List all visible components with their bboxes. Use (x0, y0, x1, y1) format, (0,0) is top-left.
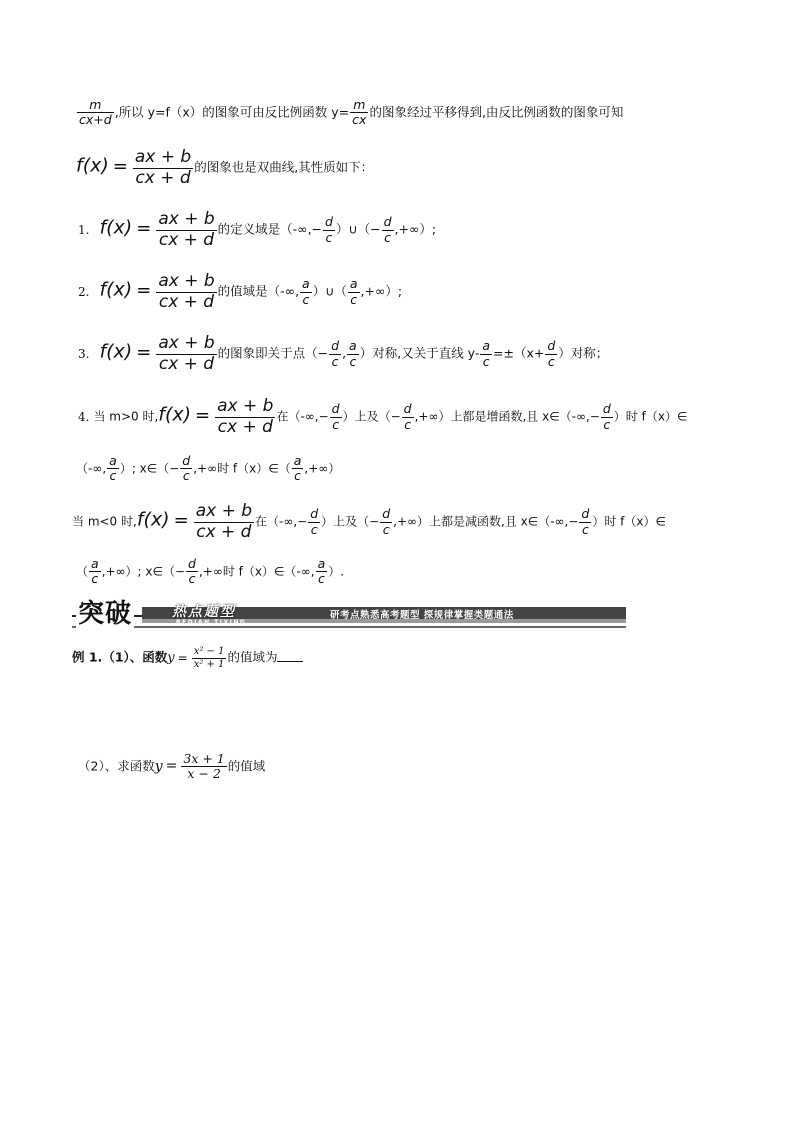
property-1: 1. f(x) = $\frac{ax + b}{cx + d}$ 的定义域是（-∞,− $\frac{d}{c}$ ）∪（− $\frac{d}{c}$ ,+∞）; (78, 209, 437, 250)
example-1-part-2: （2）、求函数y = $\frac{3x + 1}{x - 2}$ 的值域 (78, 751, 266, 782)
section-banner (72, 601, 626, 629)
banner-slogan: 研考点熟悉高考题型 探规律掌握类题通法 (330, 610, 514, 621)
banner-pinyin: REDIAN TIXING (176, 619, 247, 626)
intro-line-2: f(x) = $\frac{ax + b}{cx + d}$ 的图象也是双曲线,其性质如下： (76, 147, 374, 188)
intro-line-1: $\frac{m}{cx+d}$ ,所以 y=f（x）的图象可由反比例函数 y= $\frac{m}{cx}$ 的图象经过平移得到,由反比例函数的图象可知 (79, 97, 624, 128)
property-4-line-2: （-∞, $\frac{a}{c}$ ）; x∈（− $\frac{d}{c}$ ,+∞时 f（x）∈（ $\frac{a}{c}$ ,+∞） (76, 453, 341, 484)
example-1-part-1: 例 1.（1）、函数y = $\frac{\text{x² − 1}}{\text{x² + 1}}$ 的值域为 (72, 646, 303, 670)
property-4b-line-1: 当 m<0 时,f(x) = $\frac{ax + b}{cx + d}$ 在（-∞,− $\frac{d}{c}$ ）上及（− $\frac{d}{c}$ ,+∞）上都是减函数,且 x∈（-∞,− $\frac{d}{c}$ ）时 f（x）∈ (72, 501, 666, 542)
example-fraction-2: $\frac{3x + 1}{x - 2}$ (183, 751, 225, 782)
answer-blank[interactable] (277, 649, 303, 662)
banner-title: 热点题型 (172, 604, 236, 620)
property-2: 2. f(x) = $\frac{ax + b}{cx + d}$ 的值域是（-∞, $\frac{a}{c}$ ）∪（ $\frac{a}{c}$ ,+∞）; (78, 271, 403, 312)
property-4-line-1: 4. 当 m>0 时,f(x) = $\frac{ax + b}{cx + d}$ 在（-∞,− $\frac{d}{c}$ ）上及（− $\frac{d}{c}$ ,+∞）上都是增函数,且 x∈（-∞,− $\frac{d}{c}$ ）时 f（x）∈ (78, 396, 688, 437)
fraction-m-over-cx-plus-d: $\frac{m}{cx+d}$ (79, 97, 112, 128)
property-3: 3. f(x) = $\frac{ax + b}{cx + d}$ 的图象即关于点（− $\frac{d}{c}$ , $\frac{a}{c}$ ）对称,又关于直线 y- $\frac{a}{c}$ =±（x+ $\frac{d}{c}$ ）对称； (78, 333, 609, 374)
formula-fraction: $\frac{ax + b}{cx + d}$ (134, 147, 192, 188)
banner-big-text: 突破 (78, 599, 133, 629)
example-fraction-1: $\frac{\text{x² − 1}}{\text{x² + 1}}$ (193, 646, 225, 670)
fraction-m-over-cx: $\frac{m}{cx}$ (352, 97, 367, 128)
property-4b-line-2: （ $\frac{a}{c}$ ,+∞）; x∈（− $\frac{d}{c}$ ,+∞时 f（x）∈（-∞, $\frac{a}{c}$ ）. (76, 556, 345, 587)
